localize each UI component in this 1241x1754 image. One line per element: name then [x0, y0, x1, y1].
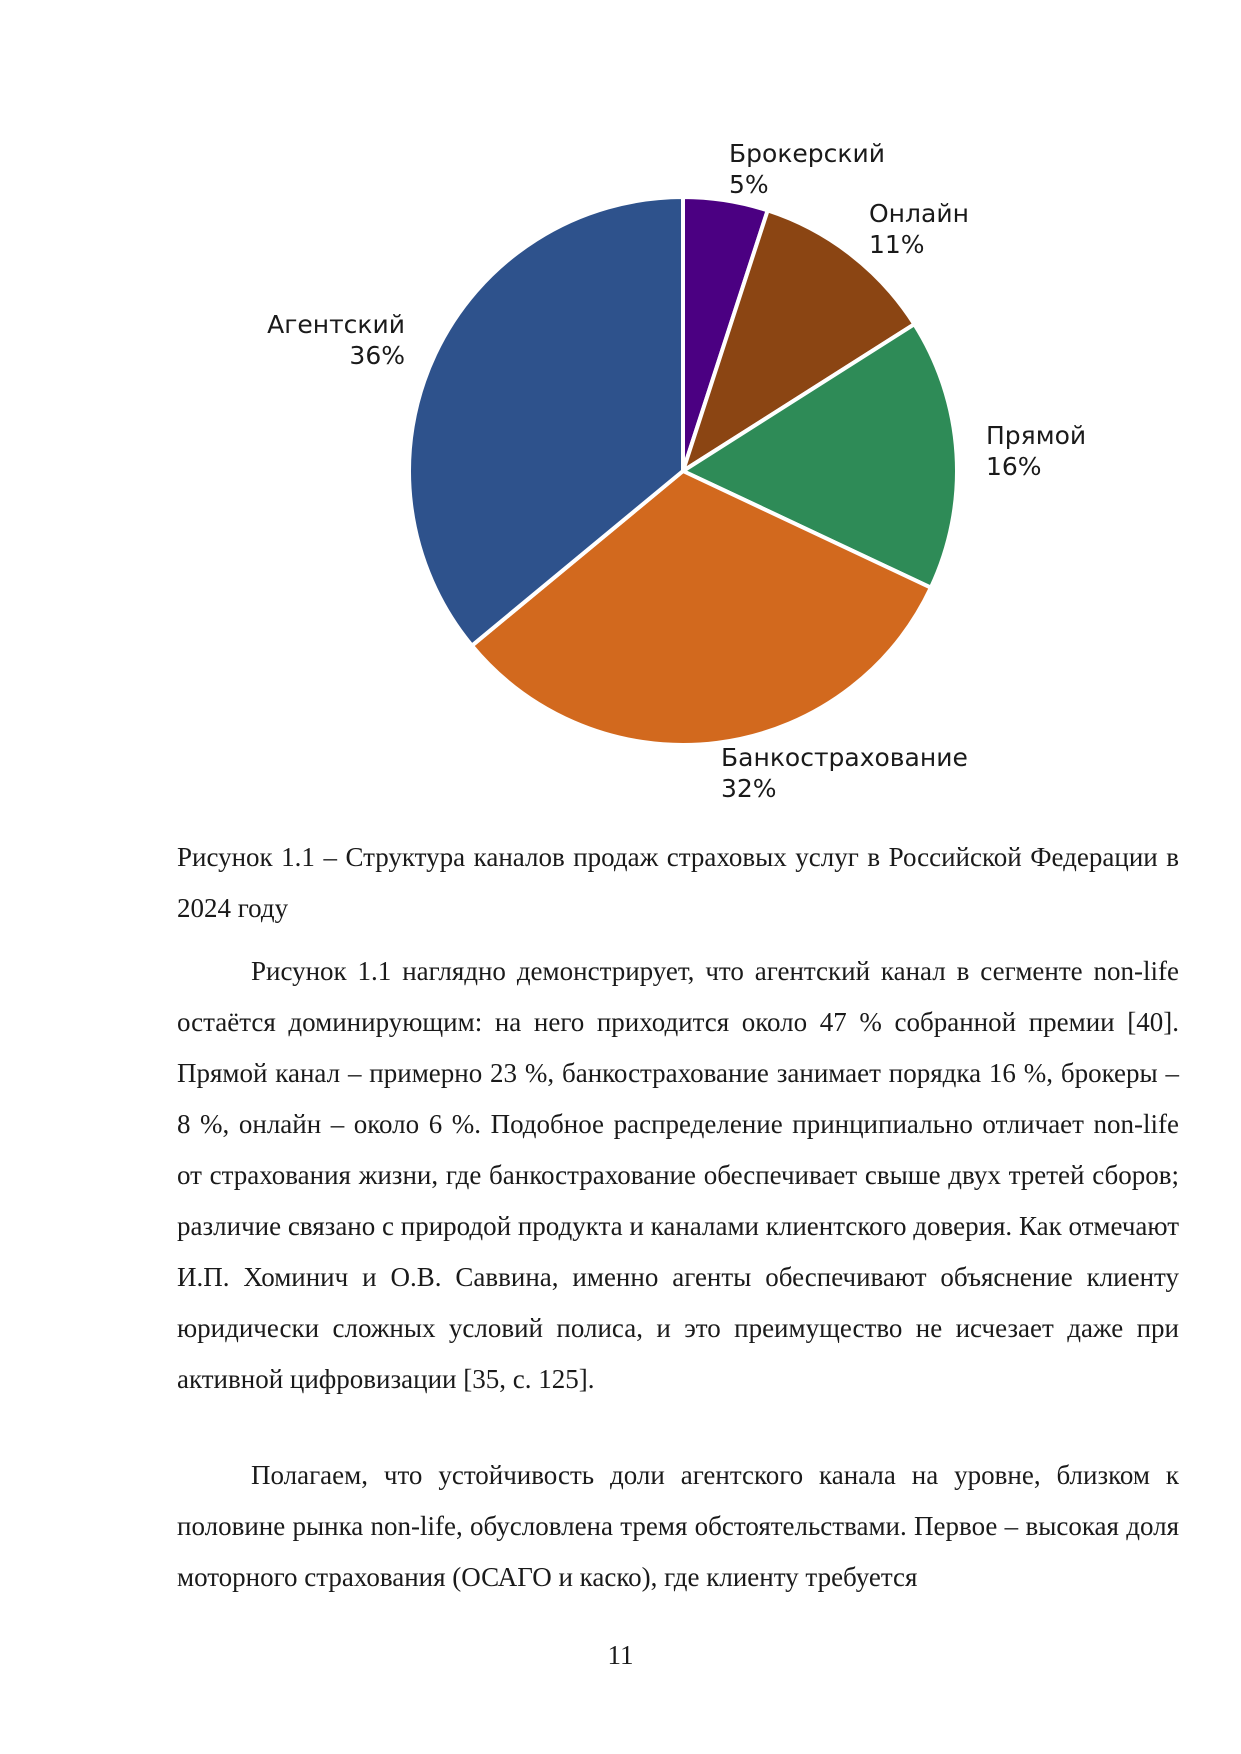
- slice-label-name: Прямой: [986, 421, 1087, 450]
- slice-label-name: Онлайн: [869, 199, 969, 228]
- slice-label-name: Банкострахование: [721, 743, 968, 772]
- slice-label: [986, 421, 1086, 481]
- body-paragraph: Полагаем, что устойчивость доли агентского канала на уровне, близком к половине рынка non-life, обусловлена тремя обстоятельствами. Первое – высокая доля моторного страхования (ОСАГО и каско), где клиенту требуется: [177, 1460, 1179, 1592]
- slice-label: [729, 139, 885, 199]
- pie-chart: [0, 0, 1241, 820]
- slice-label: [267, 310, 405, 370]
- pie-slices: [409, 197, 957, 745]
- slice-label-name: Агентский: [267, 310, 405, 339]
- slice-label-value: 11%: [869, 230, 925, 259]
- slice-label-name: Брокерский: [729, 139, 886, 168]
- page-number: 11: [607, 1640, 634, 1670]
- slice-label-value: 32%: [721, 774, 777, 803]
- slice-label-value: 36%: [349, 341, 405, 370]
- figure-caption: Рисунок 1.1 – Структура каналов продаж страховых услуг в Российской Федерации в 2024 году: [177, 842, 1179, 923]
- slice-label-value: 16%: [986, 452, 1042, 481]
- body-paragraph: Рисунок 1.1 наглядно демонстрирует, что агентский канал в сегменте non-life остаётся доминирующим: на него приходится около 47 % собранной премии [40]. Прямой канал – примерно 23 %, банкострахование занимает порядка 16 %, брокеры – 8 %, онлайн – около 6 %. Подобное распределение принципиально отличает non-life от страхования жизни, где банкострахование обеспечивает свыше двух третей сборов; различие связано с природой продукта и каналами клиентского доверия. Как отмечают И.П. Хоминич и О.В. Саввина, именно агенты обеспечивают объяснение клиенту юридически сложных условий полиса, и это преимущество не исчезает даже при активной цифровизации [35, с. 125].: [177, 956, 1179, 1394]
- slice-label: [721, 743, 968, 803]
- slice-label-value: 5%: [729, 170, 769, 199]
- slice-label: [869, 199, 969, 259]
